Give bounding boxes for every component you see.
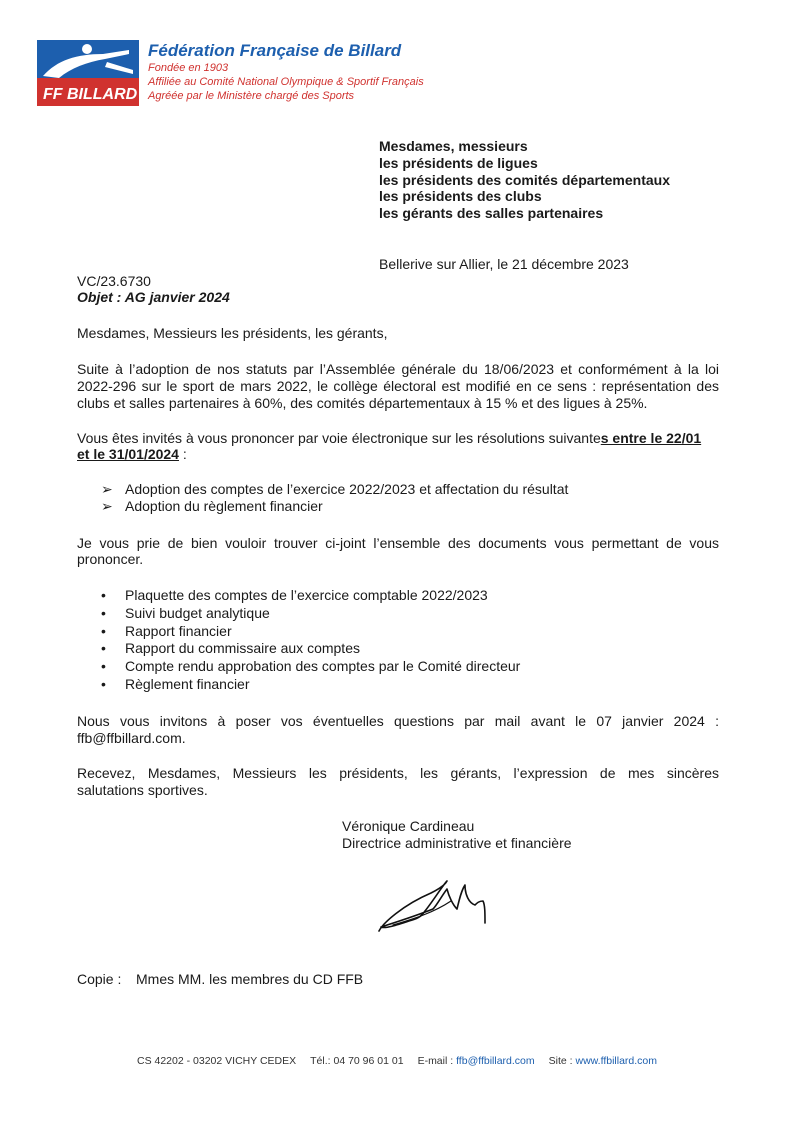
- bullet-icon: •: [101, 658, 106, 674]
- para1-line: clubs et salles partenaires à 60%, des comités départementaux à 15 % et des ligues à 25%.: [77, 395, 648, 411]
- document-text: Plaquette des comptes de l’exercice comptable 2022/2023: [125, 587, 488, 603]
- footer-email-link[interactable]: ffb@ffbillard.com: [456, 1055, 535, 1067]
- sender-title: Directrice administrative et financière: [342, 835, 572, 851]
- document-text: Compte rendu approbation des comptes par le Comité directeur: [125, 658, 521, 674]
- document-item: [101, 623, 232, 641]
- footer-site-link[interactable]: www.ffbillard.com: [575, 1055, 657, 1067]
- org-founded: Fondée en 1903: [148, 62, 229, 74]
- recipient-line: Mesdames, messieurs: [379, 138, 528, 154]
- bullet-icon: •: [101, 676, 106, 692]
- footer-address: CS 42202 - 03202 VICHY CEDEX: [137, 1055, 297, 1067]
- salutation: Mesdames, Messieurs les présidents, les gérants,: [77, 325, 388, 341]
- subject: Objet : AG janvier 2024: [77, 289, 230, 305]
- document-text: Règlement financier: [125, 676, 250, 692]
- para1-line: Suite à l’adoption de nos statuts par l’Assemblée générale du 18/06/2023 et conformément à la loi: [77, 361, 719, 377]
- recipient-line: les présidents des clubs: [379, 188, 542, 204]
- document-item: [101, 640, 360, 658]
- ffb-logo: [37, 40, 139, 106]
- document-item: [101, 605, 270, 623]
- para2-text: Vous êtes invités à vous prononcer par voie électronique sur les résolutions suivante: [77, 430, 601, 446]
- bullet-icon: •: [101, 623, 106, 639]
- sender-name: Véronique Cardineau: [342, 818, 475, 834]
- para1-line: 2022-296 sur le sport de mars 2022, le collège électoral est modifié en ce sens : représentation des: [77, 378, 719, 394]
- arrow-bullet-icon: ➢: [101, 498, 113, 514]
- org-name: Fédération Française de Billard: [148, 41, 402, 60]
- copy-recipients: Mmes MM. les membres du CD FFB: [136, 971, 364, 987]
- resolution-text: Adoption du règlement financier: [125, 498, 323, 514]
- place-date: Bellerive sur Allier, le 21 décembre 2023: [379, 256, 629, 272]
- ffb-logo-graphic: [37, 40, 139, 106]
- footer-tel-label: Tél.:: [310, 1055, 334, 1067]
- org-approval: Agréée par le Ministère chargé des Sports: [148, 90, 355, 102]
- resolution-item: [101, 498, 323, 516]
- footer-site-label: Site :: [548, 1055, 576, 1067]
- para3-line: prononcer.: [77, 551, 144, 567]
- recipient-line: les présidents des comités départementaux: [379, 172, 670, 188]
- vote-dates-start: s entre le 22/01: [600, 430, 702, 446]
- document-item: [101, 658, 520, 676]
- para2-colon: :: [178, 446, 187, 462]
- contact-email: ffb@ffbillard.com.: [77, 730, 186, 746]
- logo-text: FF BILLARD: [43, 86, 138, 103]
- reference: VC/23.6730: [77, 273, 151, 289]
- footer-email-label: E-mail :: [417, 1055, 457, 1067]
- resolution-text: Adoption des comptes de l’exercice 2022/2023 et affectation du résultat: [125, 481, 569, 497]
- org-affiliation: Affiliée au Comité National Olympique & Sportif Français: [148, 76, 424, 88]
- bullet-icon: •: [101, 640, 106, 656]
- para5-line: Recevez, Mesdames, Messieurs les présidents, les gérants, l’expression de mes sincères: [77, 765, 719, 781]
- footer: [0, 1055, 794, 1067]
- document-item: [101, 676, 250, 694]
- footer-tel: 04 70 96 01 01: [333, 1055, 404, 1067]
- para4-line: Nous vous invitons à poser vos éventuelles questions par mail avant le 07 janvier 2024 :: [77, 713, 719, 729]
- document-text: Rapport financier: [125, 623, 232, 639]
- recipient-line: les présidents de ligues: [379, 155, 538, 171]
- para2-line1: [77, 430, 701, 447]
- para3-line: Je vous prie de bien vouloir trouver ci-joint l’ensemble des documents vous permettant de vous: [77, 535, 719, 551]
- para5-line: salutations sportives.: [77, 782, 208, 798]
- document-text: Suivi budget analytique: [125, 605, 270, 621]
- document-text: Rapport du commissaire aux comptes: [125, 640, 360, 656]
- document-item: [101, 587, 488, 605]
- handwritten-signature: [373, 875, 493, 935]
- para2-line2: [77, 446, 187, 463]
- copy-label: Copie :: [77, 971, 122, 987]
- signature: [373, 875, 493, 935]
- bullet-icon: •: [101, 587, 106, 603]
- recipient-line: les gérants des salles partenaires: [379, 205, 604, 221]
- vote-dates-end: et le 31/01/2024: [77, 446, 179, 462]
- bullet-icon: •: [101, 605, 106, 621]
- resolution-item: [101, 481, 568, 499]
- arrow-bullet-icon: ➢: [101, 481, 113, 497]
